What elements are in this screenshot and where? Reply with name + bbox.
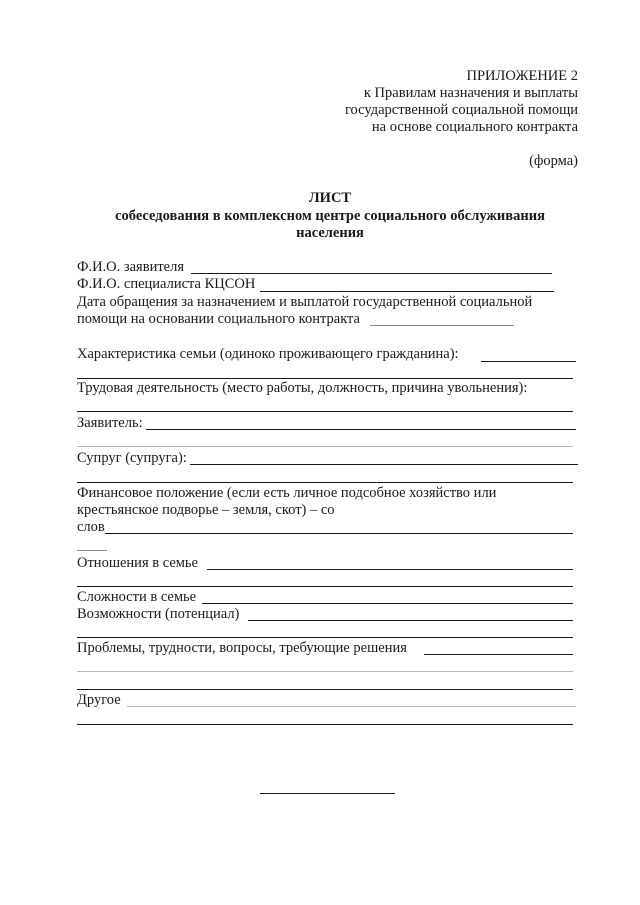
other-line[interactable] xyxy=(127,706,576,707)
appendix-line-3: на основе социального контракта xyxy=(371,119,578,135)
application-date-label-line-2: помощи на основании социального контракта xyxy=(77,311,360,327)
financial-line-2[interactable] xyxy=(77,550,107,551)
specialist-name-label: Ф.И.О. специалиста КЦСОН xyxy=(77,276,256,292)
family-difficulties-label: Сложности в семье xyxy=(77,589,197,605)
family-relations-line[interactable] xyxy=(207,569,573,570)
application-date-line[interactable] xyxy=(370,325,514,326)
other-line-2[interactable] xyxy=(77,724,573,725)
document-subtitle-line-2: населения xyxy=(296,225,364,241)
appendix-line-2: государственной социальной помощи xyxy=(344,102,578,118)
applicant-line[interactable] xyxy=(146,429,576,430)
other-label: Другое xyxy=(77,692,121,708)
problems-line-3[interactable] xyxy=(77,689,573,690)
document-subtitle-line-1: собеседования в комплексном центре социального обслуживания xyxy=(115,208,545,224)
spouse-line-2[interactable] xyxy=(77,482,573,483)
potential-line[interactable] xyxy=(248,620,573,621)
problems-line[interactable] xyxy=(424,654,573,655)
financial-label-line-3: слов xyxy=(77,519,105,535)
applicant-line-2[interactable] xyxy=(77,446,573,447)
financial-line[interactable] xyxy=(105,533,573,534)
spouse-line[interactable] xyxy=(190,464,578,465)
form-label: (форма) xyxy=(529,153,578,169)
potential-label: Возможности (потенциал) xyxy=(77,606,240,622)
financial-label-line-1: Финансовое положение (если есть личное подсобное хозяйство или xyxy=(77,485,497,501)
appendix-title: ПРИЛОЖЕНИЕ 2 xyxy=(466,68,578,84)
appendix-line-1: к Правилам назначения и выплаты xyxy=(363,85,578,101)
specialist-name-line[interactable] xyxy=(260,291,554,292)
applicant-name-label: Ф.И.О. заявителя xyxy=(77,259,185,275)
family-relations-line-2[interactable] xyxy=(77,586,573,587)
family-characteristic-line[interactable] xyxy=(481,361,576,362)
employment-label: Трудовая деятельность (место работы, должность, причина увольнения): xyxy=(77,380,528,396)
problems-label: Проблемы, трудности, вопросы, требующие решения xyxy=(77,640,407,656)
financial-label-line-2: крестьянское подворье – земля, скот) – со xyxy=(77,502,335,518)
potential-line-2[interactable] xyxy=(77,637,573,638)
document-title: ЛИСТ xyxy=(308,190,352,206)
family-characteristic-line-2[interactable] xyxy=(77,378,573,379)
employment-line[interactable] xyxy=(77,411,573,412)
application-date-label-line-1: Дата обращения за назначением и выплатой государственной социальной xyxy=(77,294,533,310)
family-relations-label: Отношения в семье xyxy=(77,555,198,571)
family-characteristic-label: Характеристика семьи (одиноко проживающего гражданина): xyxy=(77,346,459,362)
applicant-name-line[interactable] xyxy=(191,273,552,274)
problems-line-2[interactable] xyxy=(77,671,573,672)
applicant-label: Заявитель: xyxy=(77,415,143,431)
family-difficulties-line[interactable] xyxy=(202,603,573,604)
spouse-label: Супруг (супруга): xyxy=(77,450,187,466)
signature-line[interactable] xyxy=(260,793,395,794)
